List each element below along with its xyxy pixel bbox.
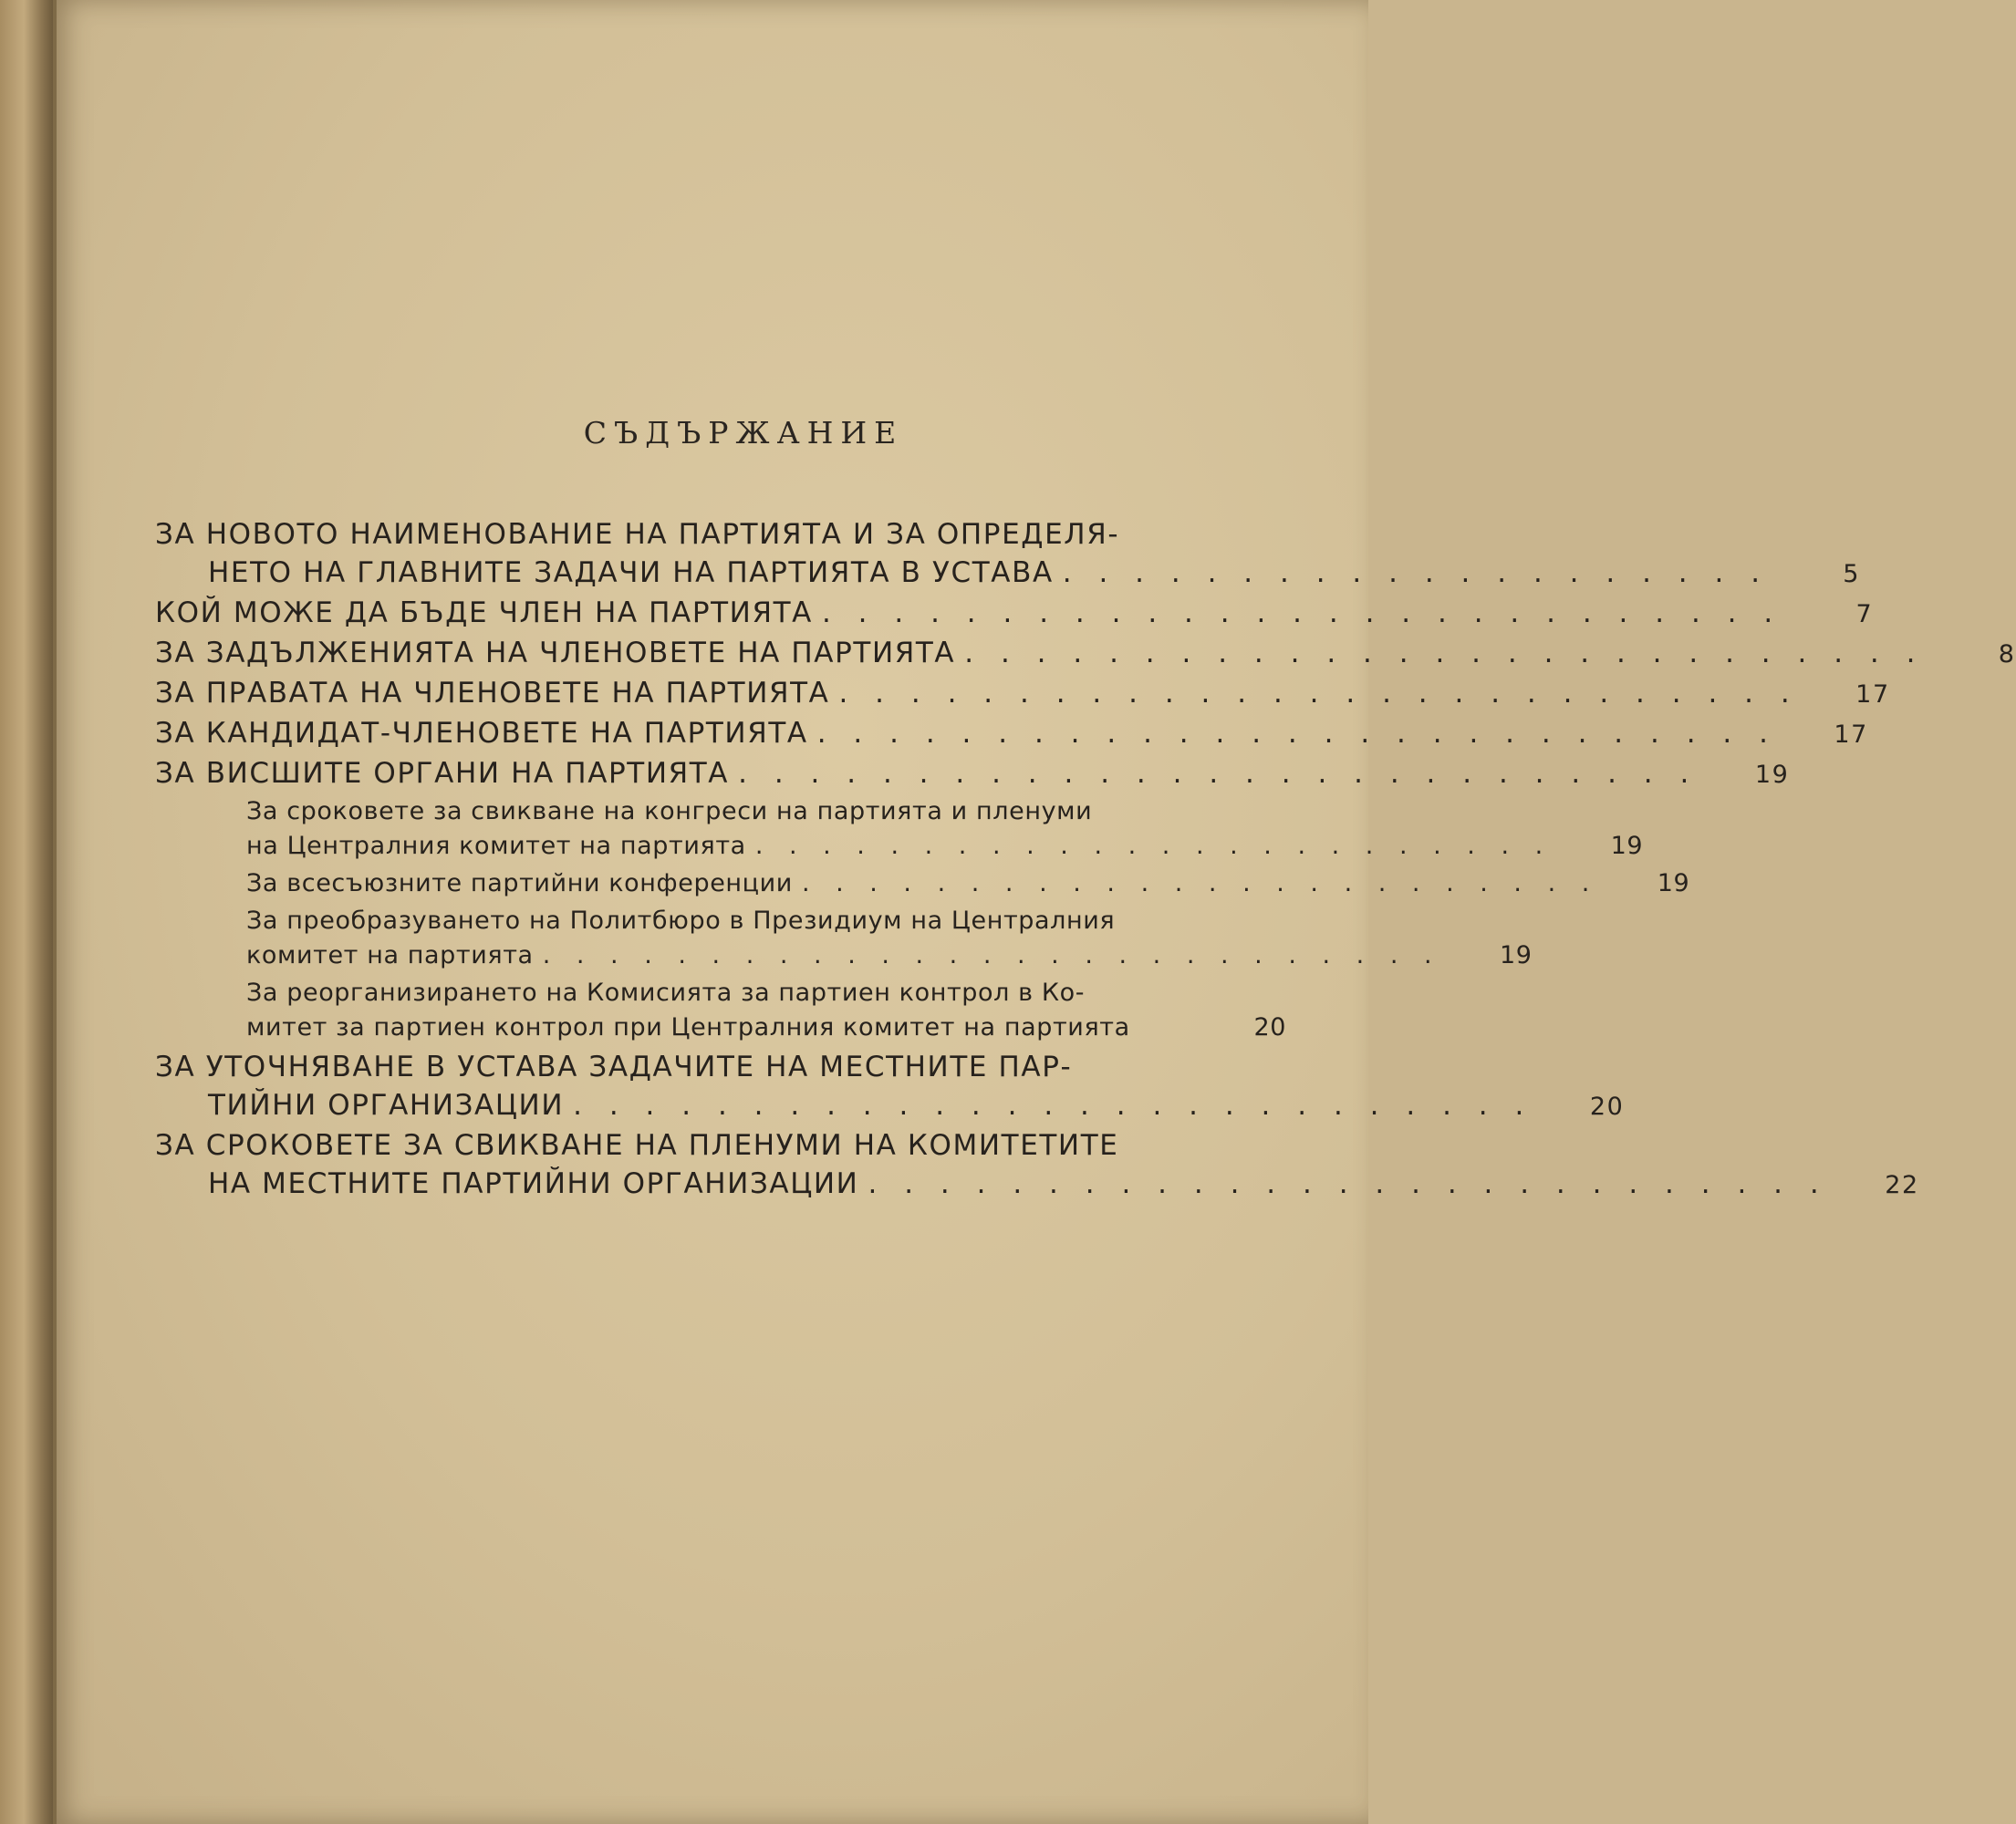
toc-page-number: 17 <box>1834 720 1868 749</box>
toc-page-number: 20 <box>1253 1013 1286 1042</box>
page-edge <box>53 0 57 1824</box>
toc-entry <box>155 1126 1919 1205</box>
toc-subentry <box>155 904 1533 973</box>
dot-leader: . . . . . . . . . . . . . . . . . . . . . . . . . . . <box>964 637 1925 669</box>
toc-entry-text: ЗА ЗАДЪЛЖЕНИЯТА НА ЧЛЕНОВЕТЕ НА ПАРТИЯТА <box>155 637 956 669</box>
toc-entry-text: ЗА УТОЧНЯВАНЕ В УСТАВА ЗАДАЧИТЕ НА МЕСТНИТЕ ПАР- <box>155 1051 1073 1083</box>
toc-entry-text: на Централния комитет на партията <box>246 832 746 860</box>
toc-entry-text: КОЙ МОЖЕ ДА БЪДЕ ЧЛЕН НА ПАРТИЯТА <box>155 596 813 629</box>
toc-entry <box>155 1048 1625 1126</box>
toc-entry-text: За всесъюзните партийни конференции <box>246 869 793 897</box>
toc-entry-text: За преобразуването на Политбюро в Президиум на Централния <box>246 907 1116 935</box>
toc-page-number: 22 <box>1885 1171 1919 1199</box>
toc-page-number: 20 <box>1589 1093 1625 1121</box>
toc-page-number: 7 <box>1855 600 1874 628</box>
toc-page-number: 5 <box>1843 560 1861 588</box>
toc-page-number: 19 <box>1610 832 1644 860</box>
dot-leader: . . . . . . . . . . . . . . . . . . . . . . . . . . . <box>821 596 1782 629</box>
table-of-contents <box>155 515 2016 1205</box>
toc-entry-text: За сроковете за свикване на конгреси на партията и пленуми <box>246 797 1093 825</box>
dot-leader: . . . . . . . . . . . . . . . . . . . . . . . . . . . <box>868 1167 1828 1200</box>
toc-entry <box>155 594 1874 634</box>
book-spine <box>0 0 53 1824</box>
toc-entry-text: НА МЕСТНИТЕ ПАРТИЙНИ ОРГАНИЗАЦИИ <box>208 1167 859 1200</box>
toc-page-number: 19 <box>1657 869 1690 897</box>
toc-entry-text: ТИЙНИ ОРГАНИЗАЦИИ <box>208 1089 565 1122</box>
toc-entry-text: НЕТО НА ГЛАВНИТЕ ЗАДАЧИ НА ПАРТИЯТА В УСТАВА <box>208 556 1054 589</box>
toc-entry <box>155 674 1890 714</box>
dot-leader: . . . . . . . . . . . . . . . . . . . . . . . . . . . <box>738 757 1699 790</box>
toc-subentry <box>155 976 1286 1045</box>
toc-entry-text: ЗА КАНДИДАТ-ЧЛЕНОВЕТЕ НА ПАРТИЯТА <box>155 717 808 750</box>
toc-page-number: 19 <box>1500 941 1533 969</box>
dot-leader: . . . . . . . . . . . . . . . . . . . . . . . . . . . <box>816 717 1777 750</box>
dot-leader: . . . . . . . . . . . . . . . . . . . . . . . . <box>754 832 1553 860</box>
toc-entry-text: ЗА НОВОТО НАИМЕНОВАНИЕ НА ПАРТИЯТА И ЗА ОПРЕДЕЛЯ- <box>155 518 1120 551</box>
toc-entry <box>155 754 1790 794</box>
toc-title: СЪДЪРЖАНИЕ <box>583 415 904 451</box>
toc-entry-text: митет за партиен контрол при Централния комитет на партията <box>246 1013 1130 1042</box>
toc-entry-text: ЗА ВИСШИТЕ ОРГАНИ НА ПАРТИЯТА <box>155 757 730 790</box>
toc-page-number: 17 <box>1855 680 1890 709</box>
toc-entry <box>155 515 1861 594</box>
toc-page-number: 8 <box>1998 640 2016 668</box>
toc-entry <box>155 714 1868 754</box>
toc-entry-text: комитет на партията <box>246 941 534 969</box>
dot-leader: . . . . . . . . . . . . . . . . . . . . . . . . . . . <box>542 941 1441 969</box>
dot-leader: . . . . . . . . . . . . . . . . . . . . . . . . . . . <box>838 677 1799 710</box>
dot-leader: . . . . . . . . . . . . . . . . . . . . <box>1062 556 1770 589</box>
toc-page-number: 19 <box>1754 761 1790 789</box>
toc-subentry <box>155 866 1690 901</box>
dot-leader: . . . . . . . . . . . . . . . . . . . . . . . . <box>801 869 1599 897</box>
toc-subentry <box>155 794 1644 864</box>
toc-entry <box>155 634 2016 674</box>
dot-leader: . . . . . . . . . . . . . . . . . . . . . . . . . . . <box>573 1089 1533 1122</box>
toc-entry-text: ЗА СРОКОВЕТЕ ЗА СВИКВАНЕ НА ПЛЕНУМИ НА КОМИТЕТИТЕ <box>155 1129 1119 1162</box>
toc-entry-text: За реорганизирането на Комисията за партиен контрол в Ко- <box>246 979 1086 1007</box>
toc-entry-text: ЗА ПРАВАТА НА ЧЛЕНОВЕТЕ НА ПАРТИЯТА <box>155 677 830 710</box>
